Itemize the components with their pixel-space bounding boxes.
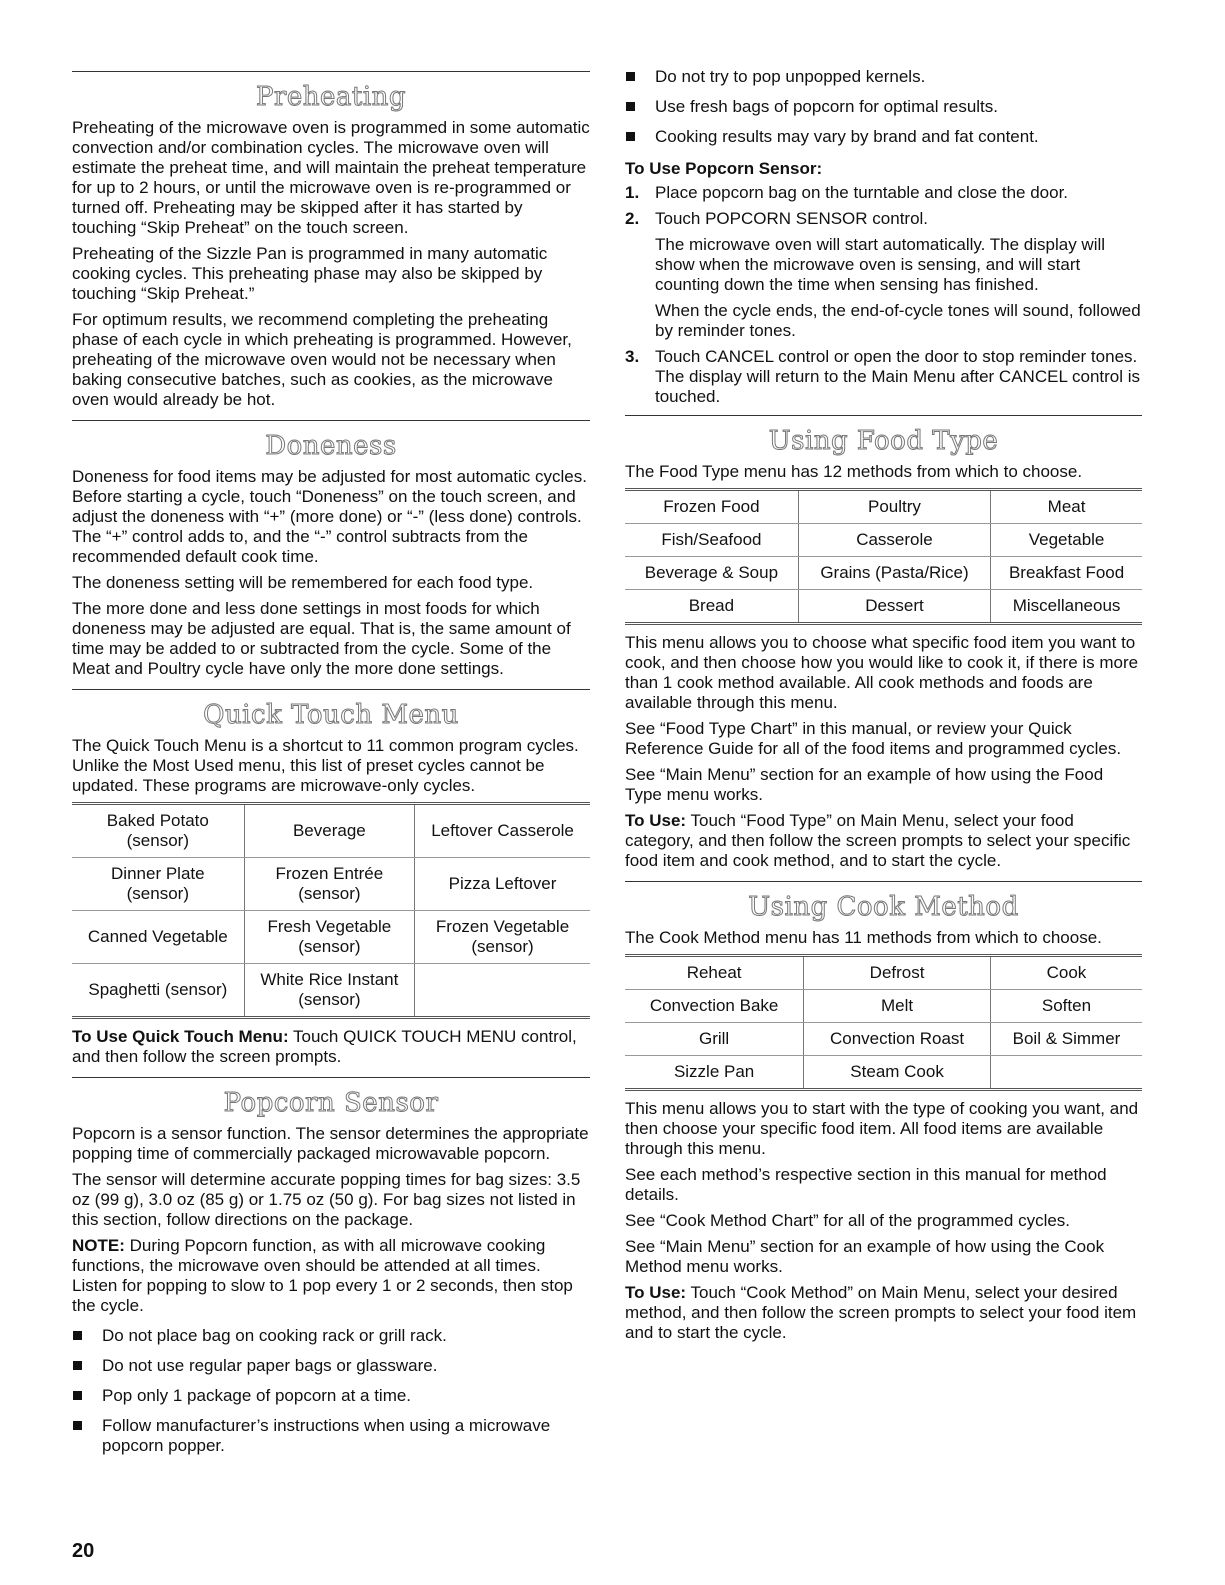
table-cell: Beverage	[244, 804, 414, 858]
table-cell: Grains (Pasta/Rice)	[798, 557, 990, 590]
list-item: Cooking results may vary by brand and fat content.	[625, 127, 1142, 147]
preheating-section	[72, 71, 590, 410]
table-cell	[990, 1056, 1142, 1090]
table-cell: Convection Roast	[804, 1023, 991, 1056]
list-item: Do not place bag on cooking rack or grill rack.	[72, 1326, 590, 1346]
food-type-section	[625, 415, 1142, 871]
table-cell: Miscellaneous	[991, 590, 1142, 624]
popcorn-note	[72, 1236, 590, 1316]
food-type-paragraph: This menu allows you to choose what specific food item you want to cook, and then choose how you would like to cook it, if there is more than 1 cook method available. All cook methods and foods are available through this menu.	[625, 633, 1139, 712]
quick-touch-section	[72, 689, 590, 1067]
to-use-text: Touch “Food Type” on Main Menu, select your food category, and then follow the screen prompts to select your specific food item and cook method, and to start the cycle.	[625, 811, 1131, 870]
table-cell: White Rice Instant (sensor)	[244, 964, 414, 1018]
list-item: Use fresh bags of popcorn for optimal results.	[625, 97, 1142, 117]
popcorn-section	[72, 1077, 590, 1456]
list-item: Follow manufacturer’s instructions when using a microwave popcorn popper.	[72, 1416, 590, 1456]
step-text: Touch CANCEL control or open the door to stop reminder tones. The display will return to the Main Menu after CANCEL control is touched.	[655, 347, 1141, 406]
table-cell: Frozen Vegetable (sensor)	[415, 911, 590, 964]
table-cell: Cook	[990, 956, 1142, 990]
table-cell: Casserole	[798, 524, 990, 557]
quick-touch-table	[72, 802, 590, 1019]
food-type-intro: The Food Type menu has 12 methods from which to choose.	[625, 462, 1083, 481]
table-cell: Pizza Leftover	[415, 858, 590, 911]
table-cell: Convection Bake	[625, 990, 804, 1023]
table-row	[625, 557, 1142, 590]
preheating-paragraph: For optimum results, we recommend completing the preheating phase of each cycle in which preheating is programmed. However, preheating of the microwave oven would not be necessary when baking consecutive batches, such as cookies, as the microwave oven would already be hot.	[72, 310, 572, 409]
food-type-table	[625, 488, 1142, 625]
to-use-label: To Use:	[625, 1283, 687, 1302]
to-use-label: To Use:	[625, 811, 687, 830]
cook-method-paragraph: See “Main Menu” section for an example of how using the Cook Method menu works.	[625, 1237, 1105, 1276]
table-cell: Melt	[804, 990, 991, 1023]
table-cell: Beverage & Soup	[625, 557, 798, 590]
list-item	[625, 347, 1142, 407]
page-number: 20	[72, 1540, 95, 1562]
table-cell: Boil & Simmer	[990, 1023, 1142, 1056]
table-cell: Reheat	[625, 956, 804, 990]
table-cell: Dessert	[798, 590, 990, 624]
table-cell: Fresh Vegetable (sensor)	[244, 911, 414, 964]
food-type-paragraph: See “Main Menu” section for an example of how using the Food Type menu works.	[625, 765, 1104, 804]
popcorn-paragraph: Popcorn is a sensor function. The sensor determines the appropriate popping time of commercially packaged microwavable popcorn.	[72, 1124, 589, 1163]
table-cell: Fish/Seafood	[625, 524, 798, 557]
popcorn-steps	[625, 183, 1142, 407]
table-row	[625, 490, 1142, 524]
preheating-paragraph: Preheating of the microwave oven is programmed in some automatic convection and/or combination cycles. The microwave oven will estimate the preheat time, and will maintain the preheat temperature for up to 2 hours, or until the microwave oven is re-programmed or turned off. Preheating may be skipped after it has started by touching “Skip Preheat” on the touch screen.	[72, 118, 590, 237]
note-text: During Popcorn function, as with all microwave cooking functions, the microwave oven should be attended at all times. Listen for popping to slow to 1 pop every 1 or 2 seconds, then stop the cycle.	[72, 1236, 573, 1315]
right-column	[625, 55, 1142, 1349]
food-type-to-use	[625, 811, 1142, 871]
table-cell: Meat	[991, 490, 1142, 524]
cook-method-table	[625, 954, 1142, 1091]
left-column	[72, 55, 590, 1466]
doneness-heading: Doneness	[265, 431, 397, 461]
doneness-section	[72, 420, 590, 679]
table-cell	[415, 964, 590, 1018]
table-cell: Frozen Food	[625, 490, 798, 524]
list-item: Do not use regular paper bags or glassware.	[72, 1356, 590, 1376]
food-type-heading: Using Food Type	[768, 426, 999, 456]
section-divider	[625, 881, 1142, 882]
note-label: NOTE:	[72, 1236, 125, 1255]
to-use-text: Touch QUICK TOUCH MENU control, and then follow the screen prompts.	[72, 1027, 577, 1066]
cook-method-paragraph: See “Cook Method Chart” for all of the programmed cycles.	[625, 1211, 1071, 1230]
table-cell: Frozen Entrée (sensor)	[244, 858, 414, 911]
table-cell: Defrost	[804, 956, 991, 990]
cook-method-paragraph: This menu allows you to start with the type of cooking you want, and then choose your specific food item. All food items are available through this menu.	[625, 1099, 1139, 1158]
table-cell: Soften	[990, 990, 1142, 1023]
doneness-paragraph: The more done and less done settings in most foods for which doneness may be adjusted are equal. That is, the same amount of time may be added to or subtracted from the cycle. Some of the Meat and Poultry cycle have only the more done settings.	[72, 599, 571, 678]
popcorn-bullet-list	[72, 1326, 590, 1456]
table-row	[72, 964, 590, 1018]
doneness-paragraph: Doneness for food items may be adjusted for most automatic cycles. Before starting a cycle, touch “Doneness” on the touch screen, and adjust the doneness with “+” (more done) or “-” (less done) controls. The “+” control adds to, and the “-” control subtracts from the recommended default cook time.	[72, 467, 587, 566]
table-cell: Sizzle Pan	[673, 1062, 755, 1081]
table-row	[72, 911, 590, 964]
table-cell: Breakfast Food	[991, 557, 1142, 590]
table-cell: Spaghetti (sensor)	[88, 980, 228, 999]
quick-touch-to-use	[72, 1027, 590, 1067]
section-divider	[72, 1077, 590, 1078]
step-detail: The microwave oven will start automatically. The display will show when the microwave oven is sensing, and will start counting down the time when sensing has finished.	[655, 235, 1106, 294]
table-row	[625, 590, 1142, 624]
table-row	[625, 524, 1142, 557]
section-divider	[72, 689, 590, 690]
doneness-paragraph: The doneness setting will be remembered for each food type.	[72, 573, 534, 592]
quick-touch-intro: The Quick Touch Menu is a shortcut to 11 common program cycles. Unlike the Most Used menu, this list of preset cycles cannot be updated. These programs are microwave-only cycles.	[72, 736, 579, 795]
table-cell: Steam Cook	[804, 1056, 991, 1090]
table-row	[625, 1023, 1142, 1056]
section-divider	[625, 415, 1142, 416]
list-item: Do not try to pop unpopped kernels.	[625, 67, 1142, 87]
table-row	[72, 858, 590, 911]
popcorn-heading: Popcorn Sensor	[223, 1088, 439, 1118]
step-number: 1.	[625, 183, 640, 202]
cook-method-to-use	[625, 1283, 1142, 1343]
step-detail: When the cycle ends, the end-of-cycle tones will sound, followed by reminder tones.	[655, 301, 1141, 340]
step-number: 2.	[625, 209, 640, 228]
to-use-text: Touch “Cook Method” on Main Menu, select your desired method, and then follow the screen prompts to select your food item and to start the cycle.	[625, 1283, 1137, 1342]
table-row	[625, 1056, 1142, 1090]
popcorn-steps-heading: To Use Popcorn Sensor:	[625, 159, 823, 178]
table-cell: Leftover Casserole	[415, 804, 590, 858]
table-row	[72, 804, 590, 858]
popcorn-paragraph: The sensor will determine accurate popping times for bag sizes: 3.5 oz (99 g), 3.0 oz (85 g) or 1.75 oz (50 g). For bag sizes not listed in this section, follow directions on the package.	[72, 1170, 581, 1229]
table-cell: Baked Potato (sensor)	[72, 804, 244, 858]
list-item	[625, 183, 1142, 203]
table-cell: Poultry	[798, 490, 990, 524]
cook-method-intro: The Cook Method menu has 11 methods from which to choose.	[625, 928, 1102, 947]
section-divider	[72, 71, 590, 72]
table-row	[625, 956, 1142, 990]
cook-method-section	[625, 881, 1142, 1343]
section-divider	[72, 420, 590, 421]
cook-method-heading: Using Cook Method	[748, 892, 1019, 922]
cook-method-paragraph: See each method’s respective section in this manual for method details.	[625, 1165, 1107, 1204]
list-item	[625, 209, 1142, 341]
quick-touch-heading: Quick Touch Menu	[203, 700, 459, 730]
preheating-heading: Preheating	[255, 82, 407, 112]
preheating-paragraph: Preheating of the Sizzle Pan is programmed in many automatic cooking cycles. This preheating phase may also be skipped by touching “Skip Preheat.”	[72, 244, 548, 303]
popcorn-bullet-list-continued	[625, 67, 1142, 147]
table-cell: Bread	[688, 596, 735, 615]
table-cell: Grill	[625, 1023, 804, 1056]
step-text: Touch POPCORN SENSOR control.	[655, 209, 929, 228]
table-cell: Dinner Plate (sensor)	[72, 858, 244, 911]
to-use-label: To Use Quick Touch Menu:	[72, 1027, 289, 1046]
food-type-paragraph: See “Food Type Chart” in this manual, or review your Quick Reference Guide for all of the food items and programmed cycles.	[625, 719, 1122, 758]
step-text: Place popcorn bag on the turntable and close the door.	[655, 183, 1069, 202]
table-cell: Vegetable	[991, 524, 1142, 557]
step-number: 3.	[625, 347, 640, 366]
table-cell: Canned Vegetable	[72, 911, 244, 964]
list-item: Pop only 1 package of popcorn at a time.	[72, 1386, 590, 1406]
table-row	[625, 990, 1142, 1023]
